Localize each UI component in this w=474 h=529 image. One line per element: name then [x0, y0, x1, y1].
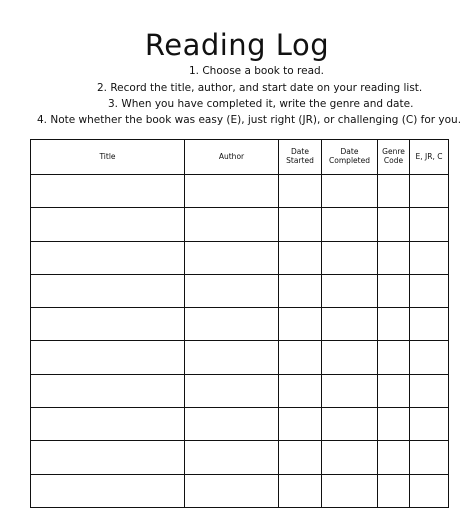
author-cell — [185, 241, 279, 274]
genre-code-cell — [378, 374, 410, 407]
genre-code-cell — [378, 308, 410, 341]
genre-code-cell — [378, 175, 410, 208]
title-cell — [31, 274, 185, 307]
date-started-cell — [279, 241, 322, 274]
author-cell — [185, 308, 279, 341]
author-cell — [185, 374, 279, 407]
table-row — [31, 441, 449, 474]
date-started-cell — [279, 208, 322, 241]
author-cell — [185, 441, 279, 474]
title-cell — [31, 441, 185, 474]
table-row — [31, 408, 449, 441]
difficulty-cell — [410, 341, 449, 374]
instruction-1: 1. Choose a book to read. — [189, 65, 325, 77]
header-date-completed: Date Completed — [322, 140, 378, 175]
difficulty-cell — [410, 374, 449, 407]
difficulty-cell — [410, 474, 449, 507]
title-cell — [31, 474, 185, 507]
title-cell — [31, 208, 185, 241]
genre-code-cell — [378, 441, 410, 474]
table-body — [31, 175, 449, 508]
author-cell — [185, 474, 279, 507]
title-cell — [31, 308, 185, 341]
date-completed-cell — [322, 474, 378, 507]
table-row — [31, 241, 449, 274]
date-started-cell — [279, 474, 322, 507]
reading-log-table — [30, 139, 449, 508]
date-completed-cell — [322, 308, 378, 341]
date-completed-cell — [322, 441, 378, 474]
header-date-started: Date Started — [279, 140, 322, 175]
date-started-cell — [279, 274, 322, 307]
date-started-cell — [279, 441, 322, 474]
page-title: Reading Log — [144, 28, 330, 62]
difficulty-cell — [410, 441, 449, 474]
header-author: Author — [185, 140, 279, 175]
header-difficulty: E, JR, C — [410, 140, 449, 175]
date-completed-cell — [322, 241, 378, 274]
date-started-cell — [279, 308, 322, 341]
difficulty-cell — [410, 241, 449, 274]
date-started-cell — [279, 175, 322, 208]
genre-code-cell — [378, 208, 410, 241]
header-title: Title — [31, 140, 185, 175]
date-completed-cell — [322, 175, 378, 208]
author-cell — [185, 408, 279, 441]
author-cell — [185, 341, 279, 374]
table-row — [31, 474, 449, 507]
difficulty-cell — [410, 175, 449, 208]
author-cell — [185, 208, 279, 241]
title-cell — [31, 374, 185, 407]
difficulty-cell — [410, 308, 449, 341]
genre-code-cell — [378, 474, 410, 507]
date-completed-cell — [322, 274, 378, 307]
genre-code-cell — [378, 408, 410, 441]
date-completed-cell — [322, 341, 378, 374]
date-completed-cell — [322, 374, 378, 407]
table-row — [31, 208, 449, 241]
date-completed-cell — [322, 208, 378, 241]
date-started-cell — [279, 341, 322, 374]
date-completed-cell — [322, 408, 378, 441]
table-row — [31, 274, 449, 307]
instruction-2: 2. Record the title, author, and start date on your reading list. — [97, 82, 423, 94]
author-cell — [185, 274, 279, 307]
table-row — [31, 175, 449, 208]
genre-code-cell — [378, 274, 410, 307]
title-cell — [31, 241, 185, 274]
table-header-row — [31, 140, 449, 175]
title-cell — [31, 341, 185, 374]
instruction-4: 4. Note whether the book was easy (E), just right (JR), or challenging (C) for you. — [37, 114, 462, 126]
genre-code-cell — [378, 241, 410, 274]
genre-code-cell — [378, 341, 410, 374]
table-row — [31, 308, 449, 341]
header-genre-code: Genre Code — [378, 140, 410, 175]
difficulty-cell — [410, 208, 449, 241]
title-cell — [31, 408, 185, 441]
date-started-cell — [279, 374, 322, 407]
instruction-3: 3. When you have completed it, write the genre and date. — [108, 98, 414, 110]
author-cell — [185, 175, 279, 208]
difficulty-cell — [410, 274, 449, 307]
table-row — [31, 374, 449, 407]
date-started-cell — [279, 408, 322, 441]
table-row — [31, 341, 449, 374]
difficulty-cell — [410, 408, 449, 441]
title-cell — [31, 175, 185, 208]
